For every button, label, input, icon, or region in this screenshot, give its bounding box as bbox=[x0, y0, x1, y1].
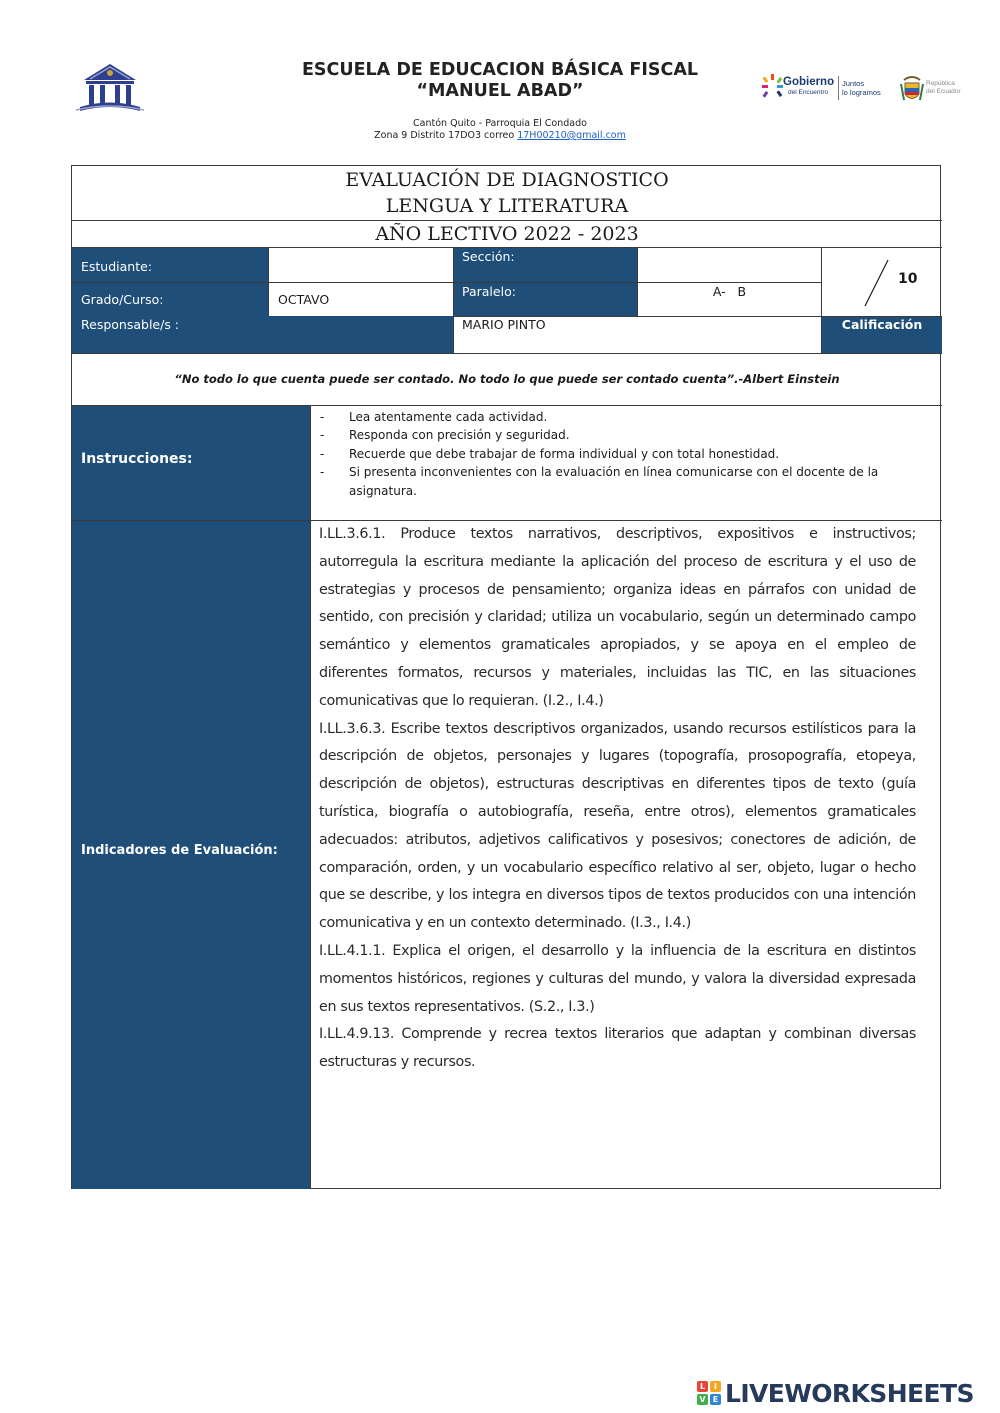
parallel-value: A- B bbox=[712, 284, 747, 299]
grade-label-cell bbox=[72, 283, 268, 317]
divider bbox=[822, 316, 942, 317]
liveworksheets-icon bbox=[697, 1381, 721, 1405]
score-max: 10 bbox=[898, 271, 918, 287]
instructions-label: Instrucciones: bbox=[81, 451, 193, 467]
exam-title: EVALUACIÓN DE DIAGNOSTICO bbox=[345, 169, 669, 191]
divider bbox=[310, 406, 311, 1189]
school-address bbox=[300, 118, 700, 142]
parallel-label: Paralelo: bbox=[462, 284, 516, 299]
address-line1: Cantón Quito - Parroquia El Condado bbox=[413, 118, 587, 129]
icon-letter-l: L bbox=[697, 1381, 708, 1392]
section-label-cell bbox=[453, 248, 637, 282]
school-name bbox=[230, 60, 770, 102]
einstein-quote: “No todo lo que cuenta puede ser contado. No todo lo que puede ser contado cuenta”.-Albert Einstein bbox=[174, 372, 840, 386]
government-logo-divider bbox=[838, 76, 839, 100]
government-slogan-line2: lo logramos bbox=[842, 88, 881, 97]
school-name-line1: ESCUELA DE EDUCACION BÁSICA FISCAL bbox=[301, 60, 699, 80]
instructions-list bbox=[320, 408, 930, 500]
divider bbox=[72, 282, 453, 283]
indicators-label: Indicadores de Evaluación: bbox=[81, 843, 278, 858]
responsible-value: MARIO PINTO bbox=[462, 317, 546, 332]
instructions-label-cell bbox=[72, 406, 310, 520]
school-email-link[interactable]: 17H00210@gmail.com bbox=[517, 130, 626, 141]
indicator-paragraph: I.LL.4.9.13. Comprende y recrea textos literarios que adaptan y combinan diversas estructuras y recursos. bbox=[319, 1026, 916, 1071]
grade-label: Grado/Curso: bbox=[81, 292, 164, 307]
school-logo-icon bbox=[74, 58, 146, 114]
score-label: Calificación bbox=[841, 317, 923, 332]
student-name-input[interactable] bbox=[269, 248, 453, 282]
responsible-label: Responsable/s : bbox=[81, 317, 180, 332]
address-prefix: Zona 9 Distrito 17DO3 correo bbox=[374, 130, 515, 141]
indicators-text bbox=[319, 521, 916, 1077]
liveworksheets-wordmark: LIVEWORKSHEETS bbox=[725, 1379, 974, 1408]
list-item: - Lea atentamente cada actividad. bbox=[320, 408, 930, 426]
student-label: Estudiante: bbox=[81, 259, 153, 274]
responsible-label-cell bbox=[72, 316, 453, 353]
exam-school-year: AÑO LECTIVO 2022 - 2023 bbox=[375, 223, 639, 245]
list-item: - Si presenta inconvenientes con la evaluación en línea comunicarse con el docente de la asignatura. bbox=[320, 463, 930, 500]
list-item: - Recuerde que debe trabajar de forma individual y con total honestidad. bbox=[320, 445, 930, 463]
grade-value: OCTAVO bbox=[278, 292, 330, 307]
divider bbox=[821, 248, 822, 353]
divider bbox=[72, 353, 942, 354]
divider bbox=[268, 248, 269, 316]
score-box[interactable] bbox=[822, 248, 942, 316]
indicator-paragraph: I.LL.4.1.1. Explica el origen, el desarrollo y la influencia de la escritura en distintos momentos históricos, regiones y culturas del mundo, y valora la diversidad expresada en sus textos representativos. (S.2., I.3.) bbox=[319, 942, 916, 1015]
exam-subject: LENGUA Y LITERATURA bbox=[385, 195, 629, 217]
exam-form-table bbox=[71, 165, 941, 1189]
government-slogan-line1: Juntos bbox=[842, 79, 865, 88]
republic-logo-text bbox=[926, 80, 961, 96]
score-label-cell bbox=[822, 316, 942, 353]
score-slash-icon bbox=[822, 248, 942, 316]
liveworksheets-brand[interactable] bbox=[697, 1378, 997, 1410]
coat-of-arms-icon bbox=[900, 74, 924, 106]
government-logo-sub: del Encuentro bbox=[788, 89, 829, 96]
section-input[interactable] bbox=[638, 248, 821, 282]
government-sun-icon bbox=[762, 74, 784, 100]
icon-letter-i: I bbox=[710, 1381, 721, 1392]
address-line2 bbox=[300, 130, 700, 142]
divider bbox=[453, 248, 454, 353]
government-logo-title: Gobierno bbox=[783, 76, 835, 88]
republic-line2: del Ecuador bbox=[926, 88, 961, 95]
indicator-paragraph: I.LL.3.6.3. Escribe textos descriptivos organizados, usando recursos estilísticos para la descripción de objetos, personajes y lugares (topografía, prosopografía, etopeya, descripción de objetos), estructuras descriptivas en diferentes tipos de texto (guía turística, biografía o autobiografía, reseña, entre otros), elementos gramaticales adecuados: atributos, adjetivos calificativos y posesivos; conectores de adición, de comparación, orden, y un vocabulario específico relativo al ser, objeto, lugar o hecho que se describe, y los integra en diversos tipos de textos producidos con una intención comunicativa y en un contexto determinado. (I.3., I.4.) bbox=[319, 720, 916, 932]
school-name-line2: “MANUEL ABAD” bbox=[416, 81, 584, 101]
indicators-label-cell bbox=[72, 521, 310, 1189]
divider bbox=[637, 248, 638, 316]
republic-line1: República bbox=[926, 80, 955, 87]
parallel-label-cell bbox=[453, 283, 637, 316]
list-item: - Responda con precisión y seguridad. bbox=[320, 426, 930, 444]
student-label-cell bbox=[72, 248, 268, 282]
section-label: Sección: bbox=[462, 249, 515, 264]
icon-letter-v: V bbox=[697, 1394, 708, 1405]
divider bbox=[453, 316, 822, 317]
icon-letter-e: E bbox=[710, 1394, 721, 1405]
government-logo-slogan bbox=[842, 79, 881, 97]
divider bbox=[72, 220, 942, 221]
republic-logo bbox=[900, 72, 966, 108]
government-logo bbox=[762, 70, 890, 110]
indicator-paragraph: I.LL.3.6.1. Produce textos narrativos, descriptivos, expositivos e instructivos; autorregula la escritura mediante la aplicación del proceso de escritura y el uso de estrategias y procesos de pensamiento; organiza ideas en párrafos con unidad de sentido, con precisión y claridad; utiliza un vocabulario, según un determinado campo semántico y elementos gramaticales apropiados, y se apoya en el empleo de diferentes formatos, recursos y materiales, incluidas las TIC, en las situaciones comunicativas que lo requieran. (I.2., I.4.) bbox=[319, 526, 916, 709]
